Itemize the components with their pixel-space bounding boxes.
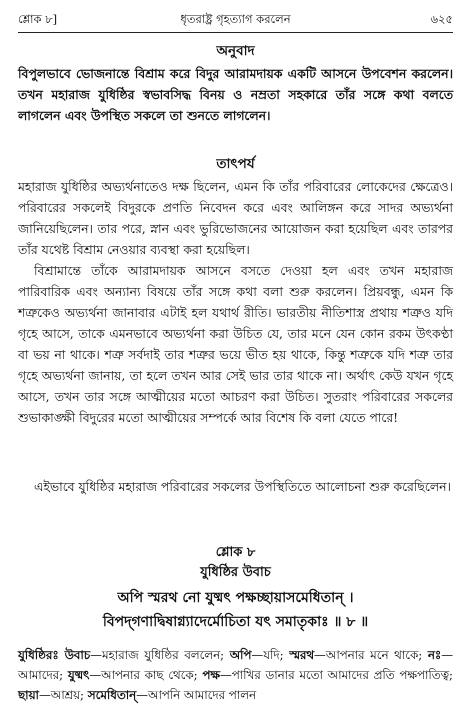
translation-text: বিপুলভাবে ভোজনান্তে বিশ্রাম করে বিদুর আরামদায়ক একটি আসনে উপবেশন করলেন। তখন মহারাজ যুধিষ্ঠির স্বভাবসিদ্ধ বিনয় ও নম্রতা সহকারে তাঁর সঙ্গে কথা বলতে লাগলেন এবং উপস্থিত সকলে তা শুনতে লাগলেন। <box>18 66 453 123</box>
translation-heading: অনুবাদ <box>216 43 255 59</box>
header-chapter-title: ধৃতরাষ্ট্র গৃহত্যাগ করলেন <box>180 11 291 26</box>
synonym-meaning: আপনি আমাদের পালন <box>147 688 257 702</box>
synonym-term: পক্ষ <box>202 668 220 682</box>
synonym-meaning: আমাদের <box>18 668 60 682</box>
purport-paragraph-3: এইভাবে যুধিষ্ঠির মহারাজ পরিবারের সকলের উপস্থিতিতে আলোচনা শুরু করেছিলেন। <box>34 479 451 494</box>
synonym-term: নঃ <box>427 648 442 662</box>
synonym-term: অপি <box>229 648 252 662</box>
synonym-term: যুধিষ্ঠিরঃ উবাচ <box>18 648 91 662</box>
purport-paragraph-2: বিশ্রামান্তে তাঁকে আরামদায়ক আসনে বসতে দেওয়া হল এবং তখন মহারাজ পারিবারিক এবং অন্যান্য বিষয়ে তাঁর সঙ্গে কথা বলা শুরু করলেন। প্রিয়বন্ধু, এমন কি শত্রুকেও অভ্যর্থনা জানাবার এটাই হল যথার্থ রীতি। ভারতীয় নীতিশাস্ত্র প্রথায় শত্রুও যদি গৃহে আসে, তাকে এমনভাবে অভ্যর্থনা করা উচিত যে, তার মনে যেন কোন রকম উৎকণ্ঠা বা ভয় না থাকে। শত্রু সর্বদাই তার শত্রুর ভয়ে ভীত হয় থাকে, কিন্তু শত্রুকে যদি শত্রু তার গৃহে অভ্যর্থনা জানায়, তা হলে তখন আর সেই ভার তার থাকে না। অর্থাৎ কেউ যখন গৃহে আসে, তখন তার সঙ্গে আত্মীয়ের মতো আচরণ করা উচিত। সুতরাং পরিবারের সকলের শুভাকাঙ্ক্ষী বিদুরের মতো আত্মীয়ের সম্পর্কে আর বিশেষ কি বলা যেতে পারে! <box>18 263 453 425</box>
synonym-meaning: পাখির ডানার মতো আমাদের প্রতি পক্ষপাতিত্ব <box>231 668 449 682</box>
verse-number: শ্লোক ৮ <box>215 545 256 560</box>
page-number: ৬২৫ <box>430 11 453 26</box>
word-for-word-synonyms: যুধিষ্ঠিরঃ উবাচ—মহারাজ যুধিষ্ঠির বললেন; অপি—যদি; স্মরথ—আপনার মনে থাকে; নঃ—আমাদের; যুষ্মৎ—আপনার কাছ থেকে; পক্ষ—পাখির ডানার মতো আমাদের প্রতি পক্ষপাতিত্ব; ছায়া—আশ্রয়; সমেধিতান্—আপনি আমাদের পালন <box>18 648 453 702</box>
synonym-meaning: যদি <box>263 648 280 662</box>
synonym-meaning: আশ্রয় <box>50 688 81 702</box>
synonym-term: ছায়া <box>18 688 39 702</box>
header-verse-ref: শ্লোক ৮] <box>18 11 58 26</box>
synonym-meaning: আপনার কাছ থেকে <box>101 668 194 682</box>
running-header <box>18 10 453 30</box>
synonym-term: যুষ্মৎ <box>67 668 90 682</box>
synonym-meaning: মহারাজ যুধিষ্ঠির বললেন <box>101 648 221 662</box>
verse-speaker: যুধিষ্ঠির উবাচ <box>200 565 271 580</box>
synonym-term: সমেধিতান্ <box>87 688 137 702</box>
verse-line-1: অপি স্মরথ নো যুষ্মৎ পক্ষচ্ছায়াসমেধিতান্ । <box>117 590 354 606</box>
header-divider <box>18 32 453 33</box>
synonym-meaning: আপনার মনে থাকে <box>325 648 419 662</box>
synonym-term: স্মরথ <box>289 648 315 662</box>
verse-line-2: বিপদ্‌গণাদ্বিষাগ্ন্যাদের্মোচিতা যৎ সমাতৃকাঃ ॥ ৮ ॥ <box>102 614 369 630</box>
purport-paragraph-1: মহারাজ যুধিষ্ঠির অভ্যর্থনাতেও দক্ষ ছিলেন, এমন কি তাঁর পরিবারের লোকেদের ক্ষেত্রেও। পরিবারের সকলেই বিদুরকে প্রণতি নিবেদন করে এবং আলিঙ্গন করে সাদর অভ্যর্থনা জানিয়েছিলেন। তার পরে, স্নান এবং ভুরিভোজনের আয়োজন করা হয়েছিল এবং তারপর তাঁর যথেষ্ট বিশ্রাম নেওয়ার ব্যবস্থা করা হয়েছিল। <box>18 179 453 257</box>
purport-heading: তাৎপর্য <box>216 156 255 172</box>
